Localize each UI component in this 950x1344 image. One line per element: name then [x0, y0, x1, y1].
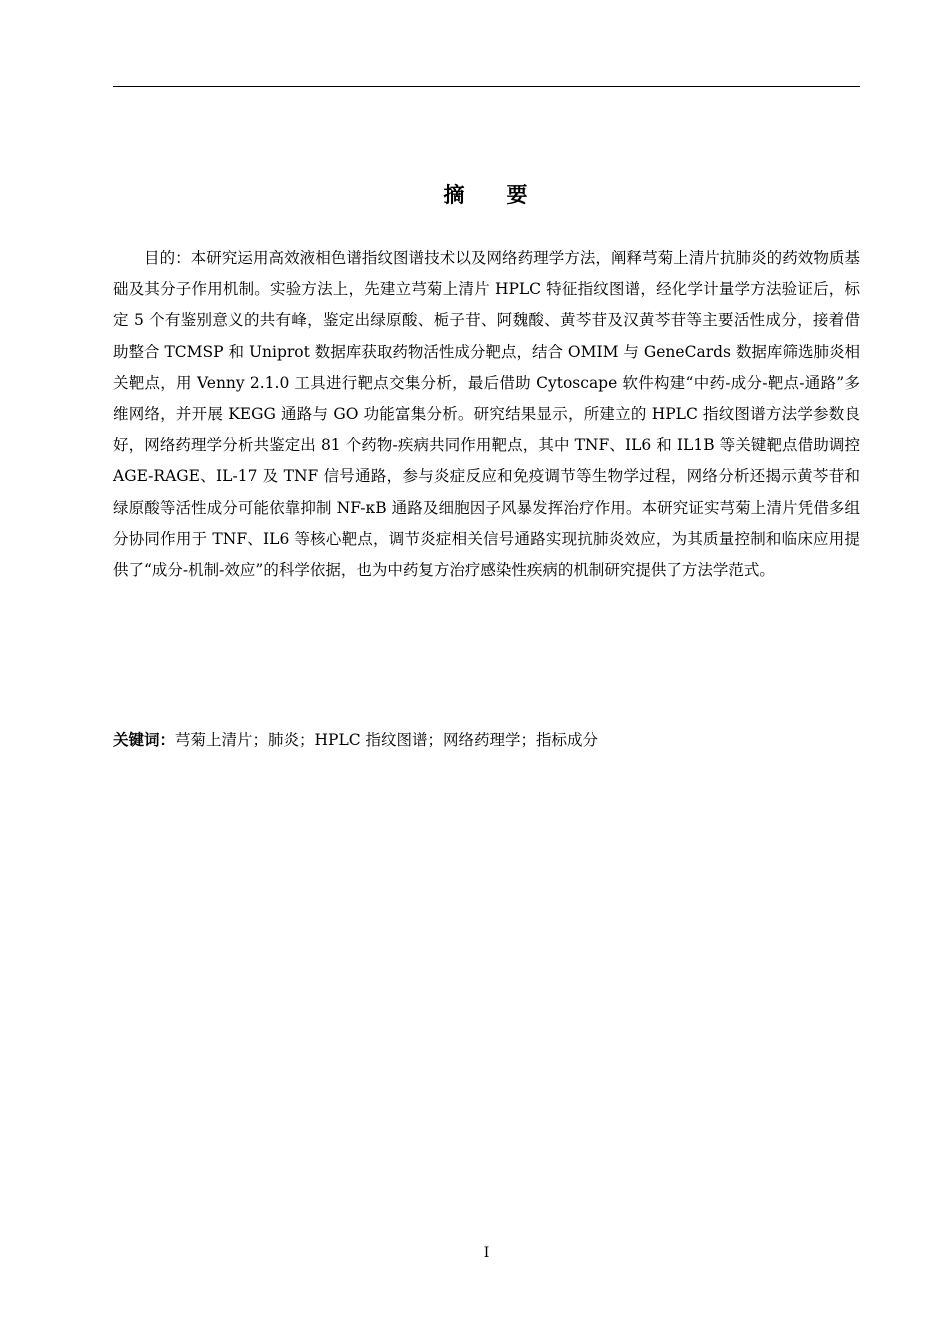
title-char-1: 摘: [443, 182, 467, 207]
title-char-2: 要: [506, 182, 530, 207]
keywords-line: [113, 724, 860, 756]
page-title: [113, 180, 860, 210]
keywords-label: 关键词：: [113, 730, 176, 749]
header-rule: [113, 86, 860, 87]
keywords-text: 芎菊上清片；肺炎；HPLC 指纹图谱；网络药理学；指标成分: [175, 731, 599, 749]
abstract-body: 目的：本研究运用高效液相色谱指纹图谱技术以及网络药理学方法，阐释芎菊上清片抗肺炎的药效物质基础及其分子作用机制。实验方法上，先建立芎菊上清片 HPLC 特征指纹图谱，经化学计量学方法验证后，标定 5 个有鉴别意义的共有峰，鉴定出绿原酸、栀子苷、阿魏酸、黄芩苷及汉黄芩苷等主要活性成分，接着借助整合 TCMSP 和 Uniprot 数据库获取药物活性成分靶点，结合 OMIM 与 GeneCards 数据库筛选肺炎相关靶点，用 Venny 2.1.0 工具进行靶点交集分析，最后借助 Cytoscape 软件构建“中药-成分-靶点-通路”多维网络，并开展 KEGG 通路与 GO 功能富集分析。研究结果显示，所建立的 HPLC 指纹图谱方法学参数良好，网络药理学分析共鉴定出 81 个药物-疾病共同作用靶点，其中 TNF、IL6 和 IL1B 等关键靶点借助调控 AGE-RAGE、IL-17 及 TNF 信号通路，参与炎症反应和免疫调节等生物学过程，网络分析还揭示黄芩苷和绿原酸等活性成分可能依靠抑制 NF-κB 通路及细胞因子风暴发挥治疗作用。本研究证实芎菊上清片凭借多组分协同作用于 TNF、IL6 等核心靶点，调节炎症相关信号通路实现抗肺炎效应，为其质量控制和临床应用提供了“成分-机制-效应”的科学依据，也为中药复方治疗感染性疾病的机制研究提供了方法学范式。: [113, 249, 860, 580]
page-number: I: [483, 1245, 490, 1261]
